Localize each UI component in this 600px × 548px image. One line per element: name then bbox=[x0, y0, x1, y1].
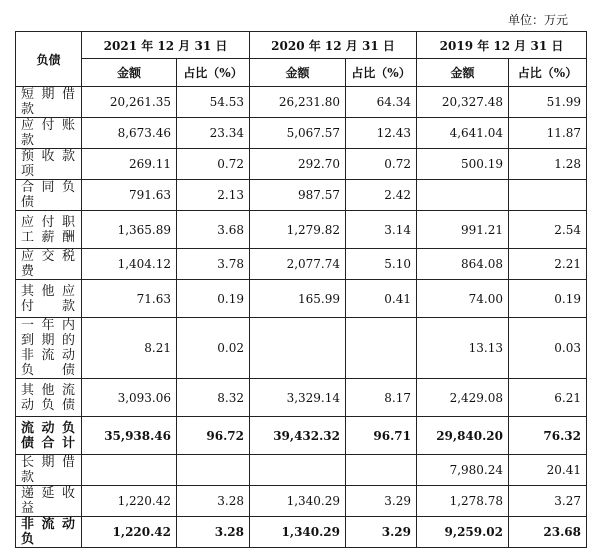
table-row bbox=[16, 118, 587, 149]
amount-cell: 987.57 bbox=[250, 180, 346, 211]
amount-cell: 165.99 bbox=[250, 280, 346, 318]
row-label: 应付账款 bbox=[16, 118, 82, 149]
amount-cell: 269.11 bbox=[82, 149, 177, 180]
table-row bbox=[16, 486, 587, 517]
ratio-cell: 3.68 bbox=[177, 211, 250, 249]
amount-header: 金额 bbox=[82, 59, 177, 87]
ratio-cell: 8.32 bbox=[177, 379, 250, 417]
amount-cell: 1,340.29 bbox=[250, 486, 346, 517]
table-row bbox=[16, 211, 587, 249]
ratio-cell: 0.03 bbox=[509, 318, 587, 379]
header-row-periods bbox=[16, 32, 587, 59]
ratio-cell: 12.43 bbox=[346, 118, 417, 149]
row-label: 应付职工薪酬 bbox=[16, 211, 82, 249]
row-label: 合同负债 bbox=[16, 180, 82, 211]
amount-cell: 991.21 bbox=[417, 211, 509, 249]
table-row bbox=[16, 318, 587, 379]
amount-cell: 791.63 bbox=[82, 180, 177, 211]
ratio-cell: 2.21 bbox=[509, 249, 587, 280]
amount-cell: 13.13 bbox=[417, 318, 509, 379]
ratio-cell: 2.13 bbox=[177, 180, 250, 211]
ratio-cell bbox=[177, 455, 250, 486]
table-row bbox=[16, 180, 587, 211]
table-row bbox=[16, 417, 587, 455]
table-row bbox=[16, 149, 587, 180]
ratio-cell bbox=[346, 318, 417, 379]
row-label: 预收款项 bbox=[16, 149, 82, 180]
amount-cell: 2,077.74 bbox=[250, 249, 346, 280]
row-label: 其他应付款 bbox=[16, 280, 82, 318]
ratio-cell: 2.42 bbox=[346, 180, 417, 211]
amount-cell: 8.21 bbox=[82, 318, 177, 379]
unit-label: 单位：万元 bbox=[507, 13, 568, 27]
amount-cell: 39,432.32 bbox=[250, 417, 346, 455]
period-header: 2019 年 12 月 31 日 bbox=[417, 32, 587, 59]
row-label: 应交税费 bbox=[16, 249, 82, 280]
amount-cell bbox=[417, 180, 509, 211]
ratio-header: 占比（%） bbox=[509, 59, 587, 87]
ratio-cell: 2.54 bbox=[509, 211, 587, 249]
period-header: 2020 年 12 月 31 日 bbox=[250, 32, 417, 59]
amount-cell bbox=[250, 318, 346, 379]
ratio-cell: 64.34 bbox=[346, 87, 417, 118]
ratio-cell: 76.32 bbox=[509, 417, 587, 455]
row-label: 一年内到期的非流动负债 bbox=[16, 318, 82, 379]
ratio-cell: 6.21 bbox=[509, 379, 587, 417]
table-body bbox=[16, 87, 587, 548]
ratio-cell: 0.41 bbox=[346, 280, 417, 318]
table-row bbox=[16, 517, 587, 548]
ratio-cell: 0.19 bbox=[509, 280, 587, 318]
ratio-cell: 54.53 bbox=[177, 87, 250, 118]
ratio-cell: 23.34 bbox=[177, 118, 250, 149]
amount-cell: 1,220.42 bbox=[82, 517, 177, 548]
amount-cell: 4,641.04 bbox=[417, 118, 509, 149]
ratio-cell: 3.29 bbox=[346, 517, 417, 548]
ratio-cell: 23.68 bbox=[509, 517, 587, 548]
ratio-cell: 0.72 bbox=[177, 149, 250, 180]
amount-cell: 7,980.24 bbox=[417, 455, 509, 486]
amount-cell: 35,938.46 bbox=[82, 417, 177, 455]
amount-cell: 2,429.08 bbox=[417, 379, 509, 417]
amount-cell: 1,278.78 bbox=[417, 486, 509, 517]
amount-cell: 1,220.42 bbox=[82, 486, 177, 517]
table-row bbox=[16, 455, 587, 486]
ratio-cell: 3.28 bbox=[177, 517, 250, 548]
ratio-cell bbox=[509, 180, 587, 211]
row-label-header: 负债 bbox=[16, 32, 82, 87]
row-label: 流动负债合计 bbox=[16, 417, 82, 455]
amount-cell bbox=[250, 455, 346, 486]
amount-cell: 5,067.57 bbox=[250, 118, 346, 149]
amount-cell: 9,259.02 bbox=[417, 517, 509, 548]
amount-cell: 1,365.89 bbox=[82, 211, 177, 249]
amount-cell: 1,404.12 bbox=[82, 249, 177, 280]
ratio-cell: 8.17 bbox=[346, 379, 417, 417]
row-label: 非流动负 bbox=[16, 517, 82, 548]
amount-cell: 864.08 bbox=[417, 249, 509, 280]
ratio-cell: 11.87 bbox=[509, 118, 587, 149]
ratio-cell: 3.29 bbox=[346, 486, 417, 517]
ratio-cell: 0.72 bbox=[346, 149, 417, 180]
ratio-cell: 5.10 bbox=[346, 249, 417, 280]
amount-cell: 8,673.46 bbox=[82, 118, 177, 149]
ratio-cell: 3.28 bbox=[177, 486, 250, 517]
ratio-cell: 51.99 bbox=[509, 87, 587, 118]
amount-cell: 500.19 bbox=[417, 149, 509, 180]
header-row-columns bbox=[16, 59, 587, 87]
ratio-cell: 0.19 bbox=[177, 280, 250, 318]
ratio-cell: 3.14 bbox=[346, 211, 417, 249]
amount-cell: 1,340.29 bbox=[250, 517, 346, 548]
amount-cell: 20,327.48 bbox=[417, 87, 509, 118]
ratio-cell bbox=[346, 455, 417, 486]
amount-cell: 3,093.06 bbox=[82, 379, 177, 417]
period-header: 2021 年 12 月 31 日 bbox=[82, 32, 250, 59]
amount-cell: 1,279.82 bbox=[250, 211, 346, 249]
table-row bbox=[16, 280, 587, 318]
amount-cell: 20,261.35 bbox=[82, 87, 177, 118]
ratio-cell: 20.41 bbox=[509, 455, 587, 486]
row-label: 其他流动负债 bbox=[16, 379, 82, 417]
ratio-cell: 96.72 bbox=[177, 417, 250, 455]
liabilities-table bbox=[15, 31, 587, 548]
row-label: 短期借款 bbox=[16, 87, 82, 118]
amount-cell: 71.63 bbox=[82, 280, 177, 318]
table-row bbox=[16, 249, 587, 280]
row-label: 递延收益 bbox=[16, 486, 82, 517]
ratio-header: 占比（%） bbox=[177, 59, 250, 87]
amount-cell: 29,840.20 bbox=[417, 417, 509, 455]
amount-cell: 74.00 bbox=[417, 280, 509, 318]
amount-cell: 292.70 bbox=[250, 149, 346, 180]
ratio-cell: 3.78 bbox=[177, 249, 250, 280]
ratio-cell: 3.27 bbox=[509, 486, 587, 517]
amount-header: 金额 bbox=[250, 59, 346, 87]
table-row bbox=[16, 87, 587, 118]
table-row bbox=[16, 379, 587, 417]
ratio-cell: 96.71 bbox=[346, 417, 417, 455]
ratio-cell: 0.02 bbox=[177, 318, 250, 379]
amount-header: 金额 bbox=[417, 59, 509, 87]
row-label: 长期借款 bbox=[16, 455, 82, 486]
amount-cell: 26,231.80 bbox=[250, 87, 346, 118]
ratio-header: 占比（%） bbox=[346, 59, 417, 87]
amount-cell bbox=[82, 455, 177, 486]
ratio-cell: 1.28 bbox=[509, 149, 587, 180]
amount-cell: 3,329.14 bbox=[250, 379, 346, 417]
